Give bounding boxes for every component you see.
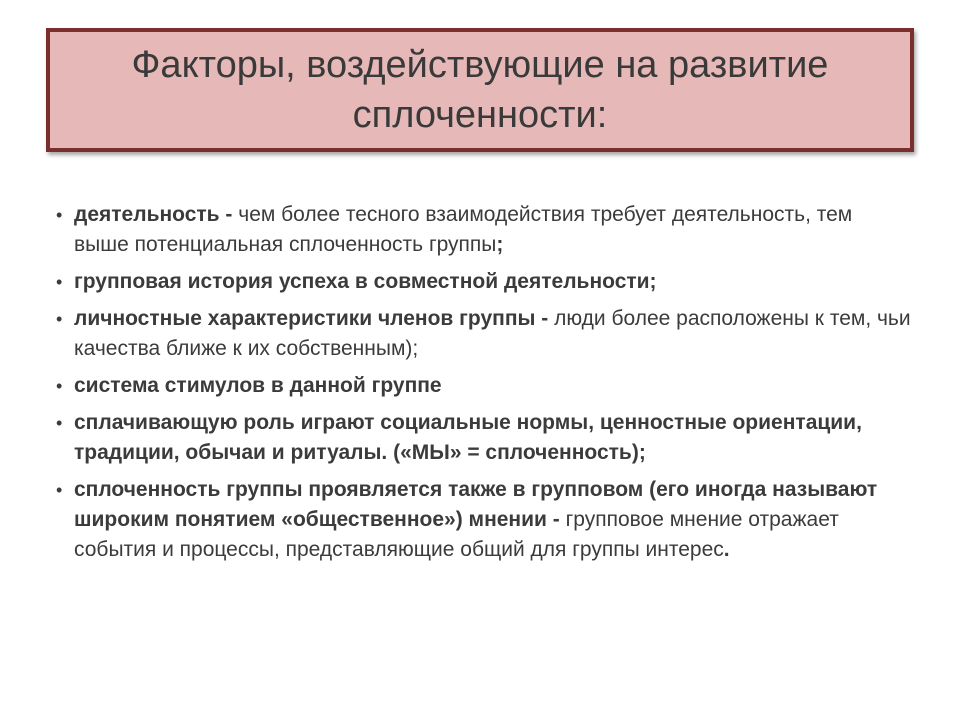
bullet-bold-text: деятельность - <box>74 203 239 226</box>
bullet-item-activity <box>52 200 912 260</box>
bullet-normal-text: люди более расположены к тем, чьи качества ближе к их собственным); <box>74 307 911 360</box>
slide-content <box>52 200 912 572</box>
bullet-normal-text: групповое мнение отражает события и процессы, представляющие общий для группы интерес <box>74 508 839 561</box>
bullet-bold-text: система стимулов в данной группе <box>74 374 442 397</box>
slide-title-line-1: Факторы, воздействующие на развитие <box>131 44 829 86</box>
slide-title <box>132 40 829 140</box>
bullet-bold-end: ; <box>496 233 504 256</box>
bullet-bold-end: . <box>723 538 730 561</box>
bullet-item-incentive-system <box>52 371 912 401</box>
bullet-item-personal-traits <box>52 304 912 364</box>
bullet-list <box>52 200 912 565</box>
bullet-bold-text: сплоченность группы проявляется также в групповом (его иногда называют широким понятием «общественное») мнении - <box>74 478 878 531</box>
bullet-bold-text: сплачивающую роль играют социальные нормы, ценностные ориентации, традиции, обычаи и ритуалы. («МЫ» = сплоченность); <box>74 411 862 464</box>
bullet-bold-text: личностные характеристики членов группы - <box>74 307 555 330</box>
slide-title-line-2: сплоченности: <box>352 94 608 136</box>
bullet-normal-text: чем более тесного взаимодействия требует деятельность, тем выше потенциальная сплоченность группы <box>74 203 853 256</box>
bullet-item-success-history <box>52 267 912 297</box>
bullet-item-social-norms <box>52 408 912 468</box>
bullet-bold-text: групповая история успеха в совместной деятельности; <box>74 270 657 293</box>
bullet-item-group-opinion <box>52 475 912 565</box>
title-box <box>46 28 914 152</box>
